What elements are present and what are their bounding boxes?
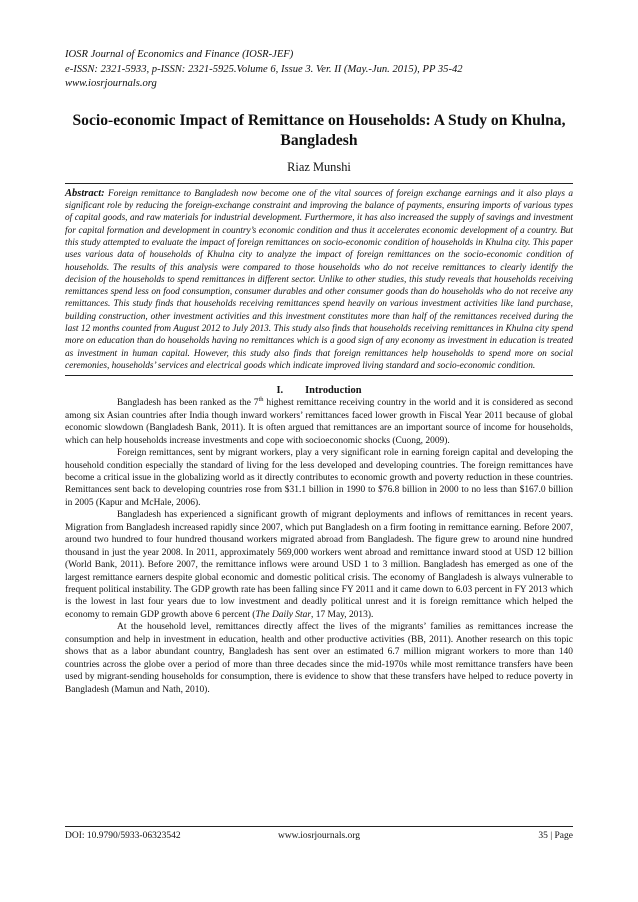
section-heading <box>65 385 573 396</box>
section-number: I. <box>276 385 284 397</box>
section-title: Introduction <box>305 385 362 397</box>
journal-issn: e-ISSN: 2321-5933, p-ISSN: 2321-5925.Volume 6, Issue 3. Ver. II (May.-Jun. 2015), PP 35-42 <box>65 63 463 75</box>
paragraph-1-superscript: th <box>258 396 264 404</box>
paragraph-3-italic: The Daily Star <box>255 609 312 620</box>
paragraph-1 <box>65 397 573 447</box>
paragraph-3 <box>65 509 573 621</box>
abstract-text: Foreign remittance to Bangladesh now become one of the vital sources of foreign exchange earnings and it also plays a significant role by reducing the foreign-exchange constraint and improving the balance of payments, ensuring imports of various types of capital goods, and raw materials for industrial development. Furthermore, it has also increased the supply of savings and investment for capital formation and development in country’s economic condition and thus it accelerates economic development of a country. But this study attempted to evaluate the impact of foreign remittances on socio-economic condition of households in Khulna city. This paper uses various data of households of Khulna city to analyze the impact of foreign remittances on the socio-economic condition of households. The results of this analysis were compared to those households who do not receive remittances to clearly identify the decision of the households to spend remittances in different sector. Unlike to other studies, this study reveals that households receiving remittances spend less on food consumption, consumer durables and other consumer goods than do households who do not receive any remittances. This study finds that households receiving remittances spend heavily on various investment activities like land purchase, building construction, other investment activities and this investment constitutes more than half of the remittances received during the last 12 months counted from August 2012 to July 2013. This study also finds that households receiving remittances in Khulna city spend more on education than do households having no remittances which is a good sign of any economy as investment in education is treated as investment in human capital. However, this study also finds that foreign remittances help households to spend more on social ceremonies, households’ services and electrical goods which indicate improved living standard and socio-economic condition. <box>65 188 573 371</box>
journal-url: www.iosrjournals.org <box>65 78 157 90</box>
journal-header <box>65 48 573 92</box>
journal-name: IOSR Journal of Economics and Finance (IOSR-JEF) <box>65 49 294 60</box>
top-divider <box>65 183 573 184</box>
paragraph-2: Foreign remittances, sent by migrant workers, play a very significant role in earning foreign capital and developing the household condition especially the standard of living for the less developed and developing countries. The foreign remittances have become a critical issue in the globalizing world as it directly contributes to economic growth and poverty reduction in these countries. Remittances sent back to developing countries rose from $31.1 billion in 1990 to $76.8 billion in 2000 to no less than $167.0 billion in 2005 (Kapur and McHale, 2006). <box>65 448 573 508</box>
paragraph-3-text-a: Bangladesh has experienced a significant growth of migrant deployments and inflows of remittances in recent years. Migration from Bangladesh increased rapidly since 2007, which put Bangladesh on a firm footing in remittance earning. Before 2007, around two hundred to four hundred thousand workers migrated abroad from Bangladesh. The figure grew to around nine hundred thousand in just the year 2008. In 2011, approximately 569,000 workers went abroad and remittance inward stood at USD 12 billion (World Bank, 2011). Before 2007, the remittance inflows were around USD 1 to 3 million. Bangladesh has emerged as one of the largest remittance earners despite global economic and domestic political crisis. The economy of Bangladesh is always vulnerable to frequent political instability. The GDP growth rate has been falling since FY 2011 and it came down to 6.03 percent in FY 2013 which is the lowest in last four years due to low investment and deadly political unrest and it is foreign remittance which helped the economy to remain GDP growth above 6 percent ( <box>65 510 573 620</box>
paper-page <box>65 48 573 696</box>
page-footer <box>65 826 573 841</box>
paragraph-3-text-b: , 17 May, 2013). <box>311 609 374 620</box>
abstract-divider <box>65 375 573 376</box>
paragraph-4: At the household level, remittances directly affect the lives of the migrants’ families as remittances increase the consumption and help in investment in education, health and other productive activities (BB, 2011). Another research on this topic shows that as a labor abundant country, Bangladesh has sent over an estimated 6.7 million migrant workers to more than 140 countries across the globe over a period of more than three decades since the mid-1970s while most remittance transfers have been used by migrant-sending households for consumption, there is evidence to show that these transfers have helped to reduce poverty in Bangladesh (Mamun and Nath, 2010). <box>65 622 573 695</box>
paragraph-1-text-b: highest remittance receiving country in the world and it is considered as second among six Asian countries after India though inward workers’ remittances faced lower growth in Fiscal Year 2011 because of global economic slowdown (Bangladesh Bank, 2011). It is often argued that remittances are an important source of income for households, which can help households increase investments and cope with socioeconomic shocks (Cuong, 2009). <box>65 398 573 446</box>
footer-doi: DOI: 10.9790/5933-06323542 <box>65 831 181 841</box>
footer-page-number: 35 | Page <box>538 831 573 841</box>
paragraph-1-text-a: Bangladesh has been ranked as the 7 <box>117 398 259 409</box>
footer-url: www.iosrjournals.org <box>277 831 361 841</box>
paper-title: Socio-economic Impact of Remittance on Households: A Study on Khulna, Bangladesh <box>72 111 566 149</box>
body-text <box>65 397 573 696</box>
author-name: Riaz Munshi <box>287 159 351 174</box>
abstract <box>65 188 573 372</box>
abstract-label: Abstract: <box>65 187 105 199</box>
